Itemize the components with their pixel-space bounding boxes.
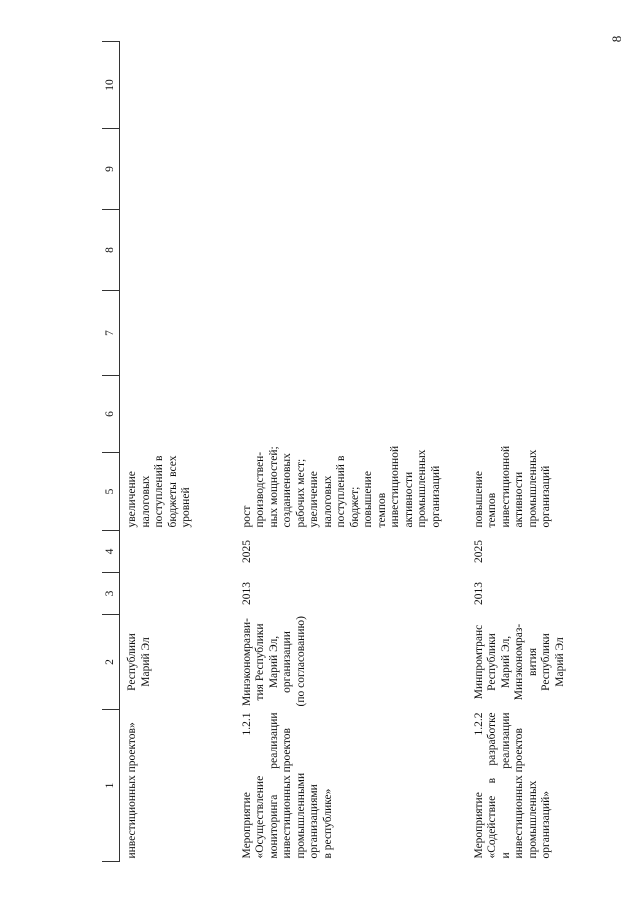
cell-text: организаций [429, 465, 442, 528]
cell-text: организации [281, 631, 293, 693]
cell-text: в [335, 455, 347, 461]
page-number: 8 [609, 35, 624, 43]
cell-text-line [268, 713, 282, 859]
cell-text: (по согласованию) [294, 616, 307, 707]
end-year-cell: 2025 [240, 540, 253, 563]
cell-text: Минэкономраз- [513, 623, 525, 701]
empty-cell [120, 210, 235, 291]
cell-text-line [486, 713, 500, 859]
cell-text: в республике» [321, 788, 334, 859]
column-header-1: 1 [102, 710, 120, 862]
cell-text: инвестиционных проектов [513, 728, 525, 859]
cell-text: промышленных [526, 780, 539, 859]
cell-text: бюджет; [348, 486, 361, 528]
empty-cell [120, 376, 235, 453]
cell-text: Минэкономразви- [240, 618, 253, 706]
cell-text: организациями [308, 784, 320, 859]
cell-text: Мероприятие [472, 792, 485, 859]
cell-text: производствен- [254, 451, 266, 528]
cell-text: увеличение [308, 471, 320, 528]
column-number-row [102, 42, 120, 862]
expected-result-cell [235, 445, 467, 531]
cell-text: 1.2.1 [240, 712, 253, 736]
cell-text: рост [240, 505, 253, 528]
cell-text-line [281, 453, 295, 528]
cell-text: реализации [267, 712, 280, 769]
cell-text: рабочих мест; [294, 458, 307, 528]
cell-text: Марий Эл, [267, 635, 280, 689]
cell-text: повышение [362, 471, 374, 528]
cell-text: Марий Эл [139, 637, 152, 687]
cell-text: бюджеты [166, 482, 179, 528]
cell-text: инвестиционной [389, 445, 401, 528]
start-year-cell [120, 573, 235, 615]
cell-text: повышение [472, 471, 485, 528]
cell-text-line [167, 456, 181, 528]
cell-text: «Осуществление [254, 775, 266, 859]
column-header-3: 3 [102, 573, 120, 615]
cell-text: активности [513, 471, 525, 528]
cell-text: инвестиционных проектов [281, 728, 293, 859]
empty-cell [467, 291, 607, 376]
table-row [467, 42, 607, 862]
cell-text: в [153, 455, 165, 461]
empty-cell [235, 210, 467, 291]
empty-cell [120, 291, 235, 376]
cell-text: Республики [540, 633, 552, 691]
empty-cell [467, 42, 607, 129]
cell-text: увеличение [126, 471, 138, 528]
cell-text: мониторинга [267, 794, 280, 859]
cell-text-line [153, 456, 167, 528]
responsible-executor-cell [235, 615, 467, 710]
cell-text: налоговых [139, 475, 152, 528]
empty-cell [235, 129, 467, 210]
empty-cell [120, 129, 235, 210]
cell-text: уровней [180, 487, 192, 528]
start-year-cell: 2013 [240, 582, 253, 605]
end-year-cell: 2025 [472, 540, 485, 563]
cell-text: промышленных [526, 449, 539, 528]
cell-text: и [499, 852, 512, 859]
column-header-9: 9 [102, 129, 120, 210]
cell-text-line [500, 713, 514, 859]
table-row [120, 42, 235, 862]
cell-text: инвестиционных проектов» [126, 722, 138, 859]
cell-text: создание [281, 483, 293, 528]
cell-text: Минпромтранс [472, 624, 485, 700]
cell-text: промышленных [416, 449, 428, 528]
end-year-cell [120, 531, 235, 573]
column-header-5: 5 [102, 453, 120, 531]
cell-text: Марий Эл, [499, 635, 512, 689]
activity-name-cell [467, 710, 607, 862]
column-header-2: 2 [102, 615, 120, 710]
cell-text: ных мощностей; [267, 446, 280, 528]
cell-text: реализации [499, 712, 512, 769]
empty-cell [467, 376, 607, 453]
cell-text: налоговых [321, 475, 334, 528]
cell-text: Марий Эл [553, 637, 566, 687]
start-year-cell: 2013 [472, 582, 485, 605]
cell-text: в [486, 777, 498, 784]
empty-cell [235, 376, 467, 453]
cell-text: «Содействие [486, 795, 498, 859]
column-header-10: 10 [102, 42, 120, 129]
cell-text: промышленными [294, 772, 307, 859]
table-row [235, 42, 467, 862]
cell-text: Республики [486, 633, 498, 691]
column-header-4: 4 [102, 531, 120, 573]
cell-text: разработке [486, 712, 498, 766]
cell-text: организаций [540, 465, 552, 528]
empty-cell [467, 129, 607, 210]
column-header-7: 7 [102, 291, 120, 376]
cell-text: инвестиционной [499, 445, 512, 528]
cell-text: активности [402, 471, 415, 528]
expected-result-cell [467, 445, 607, 531]
empty-cell [235, 291, 467, 376]
cell-text-line [241, 713, 255, 859]
cell-text: всех [166, 455, 179, 477]
cell-text: вития [526, 647, 539, 677]
responsible-executor-cell [120, 615, 235, 710]
cell-text: Мероприятие [240, 792, 253, 859]
empty-cell [120, 42, 235, 129]
cell-text: Республики [126, 633, 138, 691]
activity-name-cell [120, 710, 235, 862]
cell-text: поступлений [335, 464, 347, 528]
activity-name-cell [235, 710, 467, 862]
cell-text: темпов [486, 492, 498, 528]
empty-cell [235, 42, 467, 129]
cell-text-line [473, 713, 487, 859]
cell-text-line [335, 456, 349, 528]
cell-text: организаций» [540, 791, 552, 859]
cell-text: 1.2.2 [472, 712, 485, 736]
responsible-executor-cell [467, 615, 607, 710]
cell-text: тия Республики [254, 623, 266, 701]
cell-text: темпов [375, 492, 388, 528]
rotated-table-container [102, 42, 612, 862]
program-activities-table [102, 41, 607, 862]
cell-text: новых [281, 453, 293, 484]
expected-result-cell [120, 453, 235, 531]
cell-text: поступлений [153, 464, 165, 528]
column-header-6: 6 [102, 376, 120, 453]
empty-cell [467, 210, 607, 291]
column-header-8: 8 [102, 210, 120, 291]
